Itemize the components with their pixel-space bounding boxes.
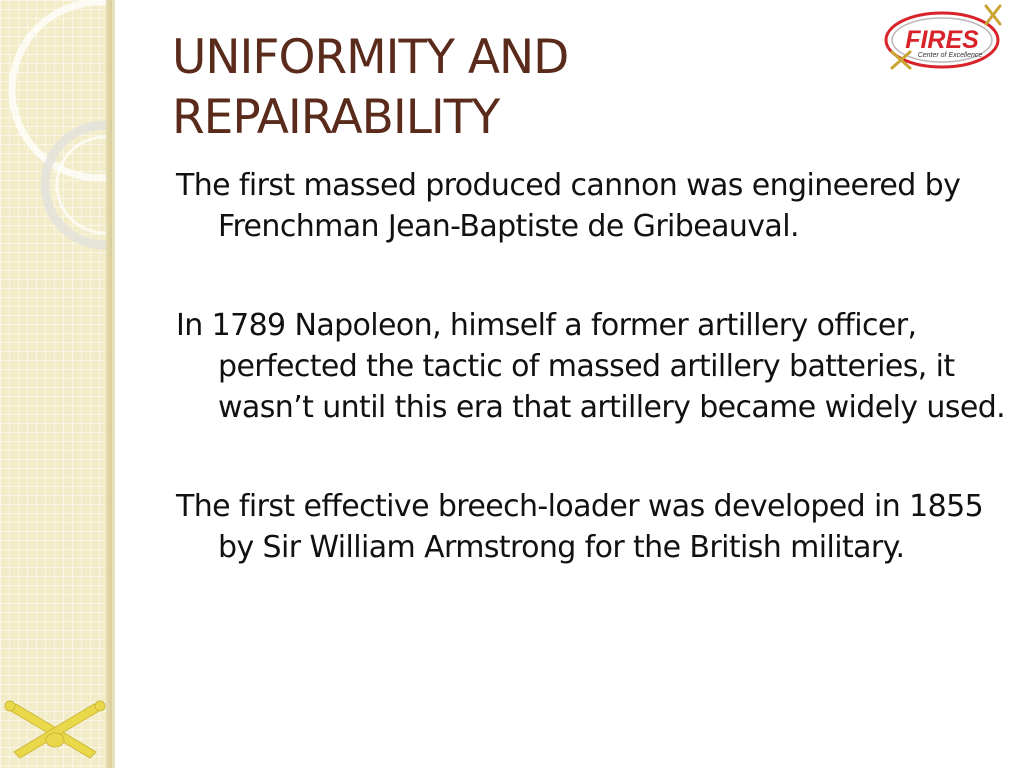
decorative-rings-icon — [0, 0, 112, 768]
list-item: The first massed produced cannon was engineered by Frenchman Jean-Baptiste de Gribeauval. — [176, 168, 961, 244]
list-item: In 1789 Napoleon, himself a former artillery officer, perfected the tactic of massed artillery batteries, it wasn’t until this era that artillery became widely used. — [176, 308, 1006, 425]
bullet-list — [176, 165, 1006, 626]
vertical-divider — [112, 0, 115, 768]
logo-tagline: Center of Excellence — [917, 52, 983, 59]
fires-logo-icon — [880, 4, 1010, 76]
list-item: The first effective breech-loader was developed in 1855 by Sir William Armstrong for the British military. — [176, 489, 984, 565]
crossed-cannons-icon — [2, 700, 108, 764]
slide-title: UNIFORMITY AND REPAIRABILITY — [172, 30, 569, 145]
side-decoration-strip — [0, 0, 112, 768]
logo-word: FIRES — [905, 26, 979, 54]
